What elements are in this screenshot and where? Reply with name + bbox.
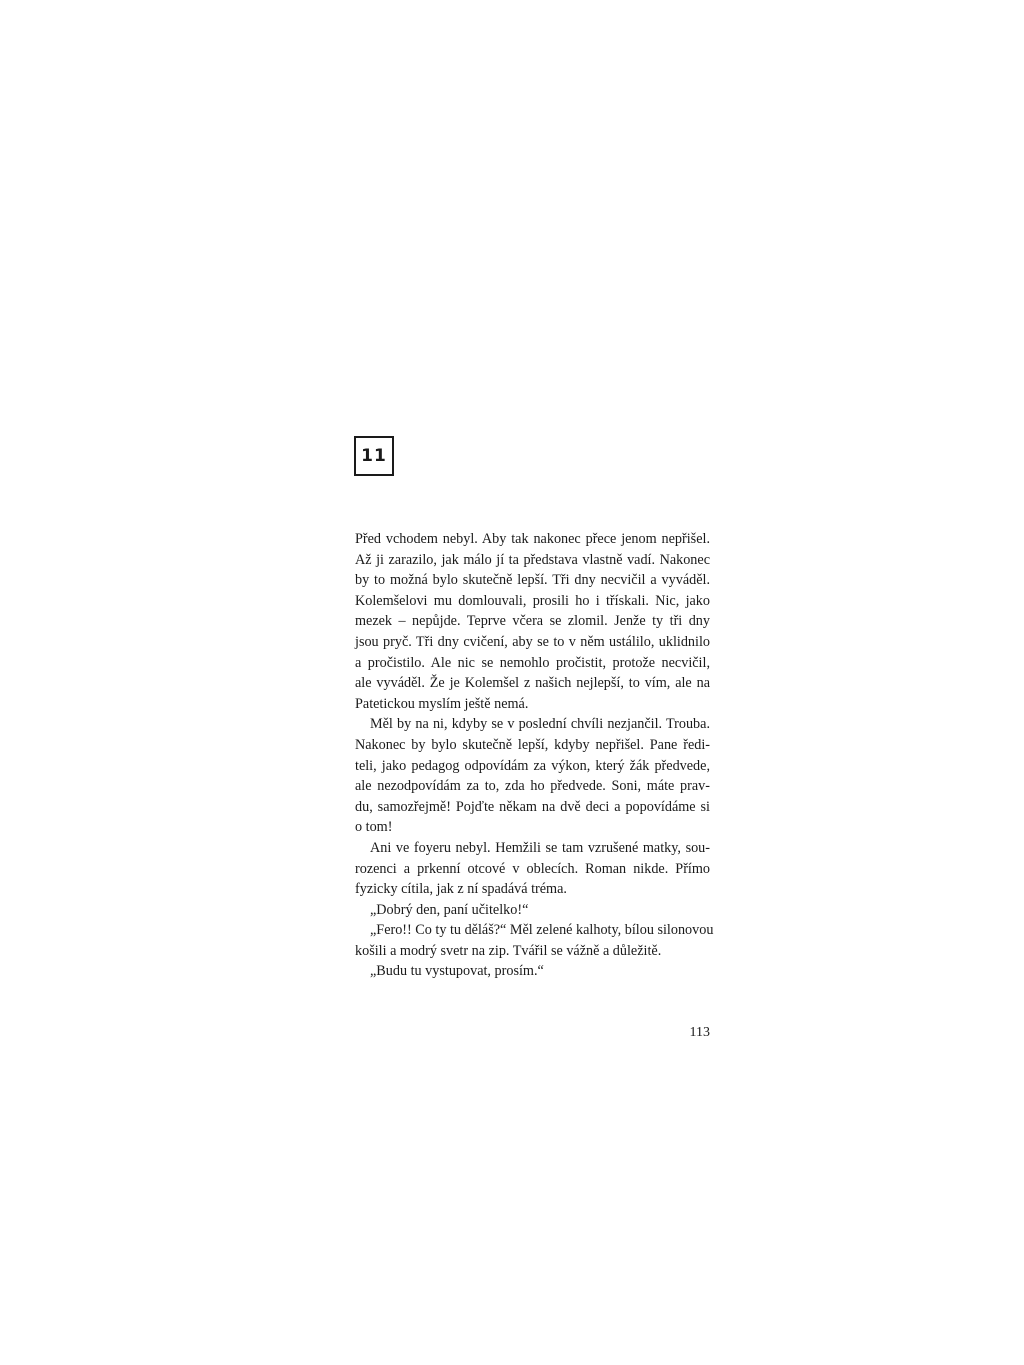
text-line: a pročistilo. Ale nic se nemohlo pročistit, protože necvičil, bbox=[355, 654, 710, 671]
page-number: 113 bbox=[689, 1025, 710, 1040]
text-line: Kolemšelovi mu domlouvali, prosili ho i třískali. Nic, jako bbox=[355, 592, 710, 609]
text-line: Nakonec by bylo skutečně lepší, kdyby nepřišel. Pane ředi- bbox=[355, 736, 710, 753]
chapter-number-box bbox=[354, 436, 394, 476]
text-line: „Fero!! Co ty tu děláš?“ Měl zelené kalhoty, bílou silonovou bbox=[370, 922, 714, 939]
body-text bbox=[355, 529, 714, 982]
text-line: ale vyváděl. Že je Kolemšel z našich nejlepší, to vím, ale na bbox=[355, 675, 710, 692]
text-line: rozenci a prkenní otcové v oblecích. Roman nikde. Přímo bbox=[355, 860, 710, 877]
chapter-number: 11 bbox=[361, 446, 387, 466]
text-line: o tom! bbox=[355, 819, 393, 836]
text-line: by to možná bylo skutečně lepší. Tři dny necvičil a vyváděl. bbox=[355, 572, 710, 589]
text-line: teli, jako pedagog odpovídám za výkon, který žák předvede, bbox=[355, 757, 710, 774]
text-line: Před vchodem nebyl. Aby tak nakonec přece jenom nepřišel. bbox=[355, 531, 710, 547]
text-line: Ani ve foyeru nebyl. Hemžili se tam vzrušené matky, sou- bbox=[370, 839, 710, 856]
text-line: du, samozřejmě! Pojďte někam na dvě deci a popovídáme si bbox=[355, 798, 710, 815]
text-line: Až ji zarazilo, jak málo jí ta představa vlastně vadí. Nakonec bbox=[355, 551, 710, 568]
text-line: „Budu tu vystupovat, prosím.“ bbox=[370, 963, 544, 980]
text-line: Patetickou myslím ještě nemá. bbox=[355, 695, 529, 712]
text-line: mezek – nepůjde. Teprve včera se zlomil. Jenže ty tři dny bbox=[355, 613, 710, 630]
text-line: Měl by na ni, kdyby se v poslední chvíli nezjančil. Trouba. bbox=[370, 716, 710, 733]
text-line: fyzicky cítila, jak z ní spadává tréma. bbox=[355, 881, 567, 898]
text-line: ale nezodpovídám za to, zda ho předvede. Soni, máte prav- bbox=[355, 778, 710, 795]
text-line: košili a modrý svetr na zip. Tvářil se vážně a důležitě. bbox=[355, 942, 662, 959]
text-line: jsou pryč. Tři dny cvičení, aby se to v něm ustálilo, uklidnilo bbox=[355, 633, 710, 650]
text-line: „Dobrý den, paní učitelko!“ bbox=[370, 901, 529, 918]
